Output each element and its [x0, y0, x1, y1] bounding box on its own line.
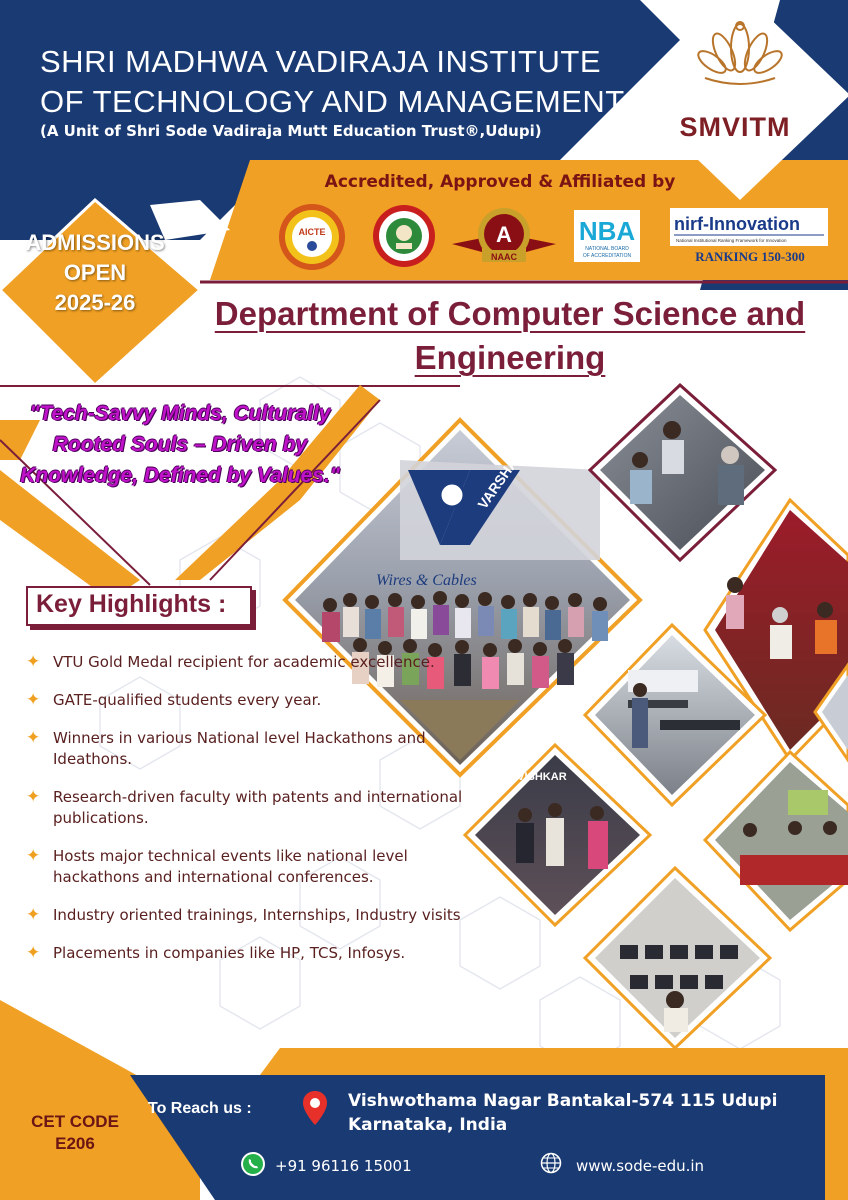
- naac-badge: [452, 206, 556, 266]
- svg-text:National Institutional Ranking: National Institutional Ranking Framework for Innovation: [676, 238, 787, 243]
- admissions-line1: ADMISSIONS: [25, 230, 165, 255]
- nirf-logo: [670, 208, 828, 264]
- svg-text:RANKING 150-300: RANKING 150-300: [695, 249, 805, 264]
- lab-photo-1: [590, 385, 775, 560]
- nba-logo: [574, 210, 640, 262]
- whatsapp-icon: [240, 1151, 266, 1177]
- aicte-seal: [278, 203, 346, 271]
- department-title-line1: Department of Computer Science and: [214, 295, 806, 332]
- cet-label: CET CODE: [31, 1112, 119, 1131]
- svg-text:Wires & Cables: Wires & Cables: [376, 572, 477, 589]
- cet-value: E206: [55, 1134, 95, 1153]
- reach-us-label: To Reach us :: [148, 1100, 252, 1117]
- list-item: ✦ VTU Gold Medal recipient for academic excellence.: [26, 652, 435, 672]
- address: [348, 1089, 777, 1137]
- vtu-seal: [372, 203, 436, 269]
- institute-subtitle: (A Unit of Shri Sode Vadiraja Mutt Education Trust®,Udupi): [40, 122, 542, 140]
- svg-text:AICTE: AICTE: [298, 227, 326, 237]
- sparkle-icon: ✦: [26, 690, 41, 710]
- sparkle-icon: ✦: [26, 905, 41, 925]
- admissions-open-badge: [0, 228, 190, 318]
- list-item: ✦ Winners in various National level Hackathons and Ideathons.: [26, 728, 426, 768]
- list-item: ✦ Placements in companies like HP, TCS, Infosys.: [26, 943, 406, 963]
- computer-lab-photo: [585, 868, 770, 1048]
- list-item: ✦ Industry oriented trainings, Internships, Industry visits: [26, 905, 461, 925]
- accreditation-label: Accredited, Approved & Affiliated by: [324, 172, 676, 192]
- svg-text:NAAC: NAAC: [491, 252, 517, 262]
- key-highlights-title: Key Highlights :: [36, 590, 227, 618]
- list-item: ✦ Research-driven faculty with patents and international publications.: [26, 787, 463, 827]
- admissions-line2: OPEN: [63, 260, 127, 285]
- institute-name: SHRI MADHWA VADIRAJA INSTITUTE OF TECHNOLOGY AND MANAGEMENT: [40, 44, 625, 119]
- cet-code: [30, 1111, 120, 1155]
- smvitm-logo: [620, 0, 848, 200]
- svg-text:NATIONAL BOARD: NATIONAL BOARD: [585, 246, 629, 252]
- highlights-list: [26, 652, 496, 981]
- tagline: "Tech-Savvy Minds, Culturally Rooted Souls – Driven by Knowledge, Defined by Values.": [20, 402, 340, 487]
- admissions-year: 2025-26: [54, 290, 136, 315]
- department-title-line2: Engineering: [414, 339, 606, 376]
- website-link[interactable]: www.sode-edu.in: [576, 1157, 705, 1175]
- svg-text:A: A: [496, 222, 512, 247]
- phone-number[interactable]: +91 96116 15001: [275, 1157, 412, 1175]
- location-pin-icon: [302, 1090, 328, 1126]
- sparkle-icon: ✦: [26, 846, 41, 866]
- sparkle-icon: ✦: [26, 728, 41, 748]
- sparkle-icon: ✦: [26, 652, 41, 672]
- svg-text:AVISHKAR: AVISHKAR: [510, 771, 567, 783]
- address-line1: Vishwothama Nagar Bantakal-574 115 Udupi: [348, 1091, 778, 1111]
- sparkle-icon: ✦: [26, 943, 41, 963]
- list-item: ✦ Hosts major technical events like national level hackathons and international conferences.: [26, 846, 408, 886]
- globe-icon: [540, 1152, 562, 1174]
- sparkle-icon: ✦: [26, 787, 41, 807]
- department-title: [200, 292, 820, 380]
- list-item: ✦ GATE-qualified students every year.: [26, 690, 322, 710]
- svg-text:nirf-Innovation: nirf-Innovation: [674, 214, 800, 234]
- address-line2: Karnataka, India: [348, 1115, 508, 1135]
- svg-text:VARSHA: VARSHA: [474, 454, 521, 512]
- svg-text:OF ACCREDITATION: OF ACCREDITATION: [582, 253, 632, 259]
- svg-text:NBA: NBA: [578, 216, 636, 246]
- smvitm-logo-text: SMVITM: [679, 112, 791, 142]
- dais-photo: [705, 752, 848, 930]
